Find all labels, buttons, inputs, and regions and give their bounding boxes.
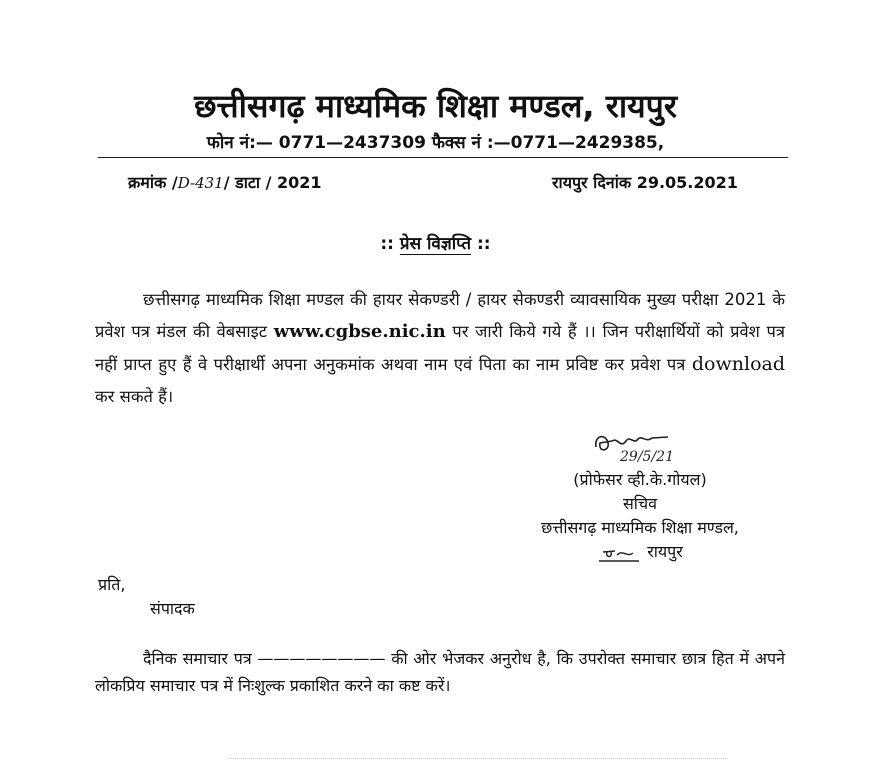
signature-scribble	[590, 427, 700, 465]
body-part-3: कर सकते हैं।	[95, 387, 174, 406]
publication-request	[95, 645, 785, 699]
signatory-city-line	[597, 540, 683, 564]
reference-suffix: / डाटा / 2021	[223, 173, 322, 192]
contact-line: फोन नं:— 0771—2437309 फैक्स नं :—0771—2429385,	[206, 133, 665, 153]
body-part-2: पर जारी किये गये हैं ।। जिन परीक्षार्थियों को प्रवेश पत्र नहीं प्राप्त हुए हैं वे परीक्षार्थी अपना अनुकमांक अथवा नाम एवं पिता का नाम प्रविष्ट कर प्रवेश पत्र	[95, 322, 786, 374]
scan-artifact-line	[228, 758, 728, 760]
press-release-heading	[0, 231, 871, 254]
heading-left-mark: ::	[380, 234, 394, 254]
request-part-1: दैनिक समाचार पत्र	[143, 649, 252, 668]
heading-text: प्रेस विज्ञप्ति	[399, 234, 472, 254]
signatory-designation: सचिव	[622, 494, 658, 513]
request-blank: ————————	[257, 649, 386, 668]
website-url: www.cgbse.nic.in	[273, 321, 446, 342]
signatory-org: छत्तीसगढ़ माध्यमिक शिक्षा मण्डल,	[541, 518, 739, 537]
signatory-name: (प्रोफेसर व्ही.के.गोयल)	[573, 470, 707, 489]
initials-scribble	[597, 546, 641, 564]
recipient-label: प्रति,	[98, 575, 126, 594]
signature	[590, 427, 700, 469]
download-word: download	[691, 353, 785, 375]
announcement-paragraph	[95, 284, 785, 413]
org-title: छत्तीसगढ़ माध्यमिक शिक्षा मण्डल, रायपुर	[194, 87, 677, 125]
request-part-2: की ओर भेजकर अनुरोध है, कि उपरोक्त समाचार छात्र हित में अपने लोकप्रिय समाचार पत्र में निःशुल्क प्रकाशित करने का कष्ट करें।	[95, 649, 785, 695]
issue-date: रायपुर दिनांक 29.05.2021	[552, 173, 738, 192]
heading-right-mark: ::	[477, 234, 491, 254]
body-part-1: छत्तीसगढ़ माध्यमिक शिक्षा मण्डल की हायर सेकण्डरी / हायर सेकण्डरी व्यावसायिक मुख्य परीक्षा 2021 के प्रवेश पत्र मंडल की वेबसाइट	[95, 290, 785, 341]
recipient-editor: संपादक	[150, 599, 195, 618]
reference-prefix: क्रमांक /	[128, 173, 178, 192]
reference-number	[128, 171, 322, 193]
reference-handwritten-number: D-431	[177, 174, 224, 192]
header-divider	[98, 157, 788, 158]
signatory-block	[490, 468, 790, 571]
signature-date: 29/5/21	[620, 449, 674, 465]
signatory-city: रायपुर	[647, 542, 683, 561]
